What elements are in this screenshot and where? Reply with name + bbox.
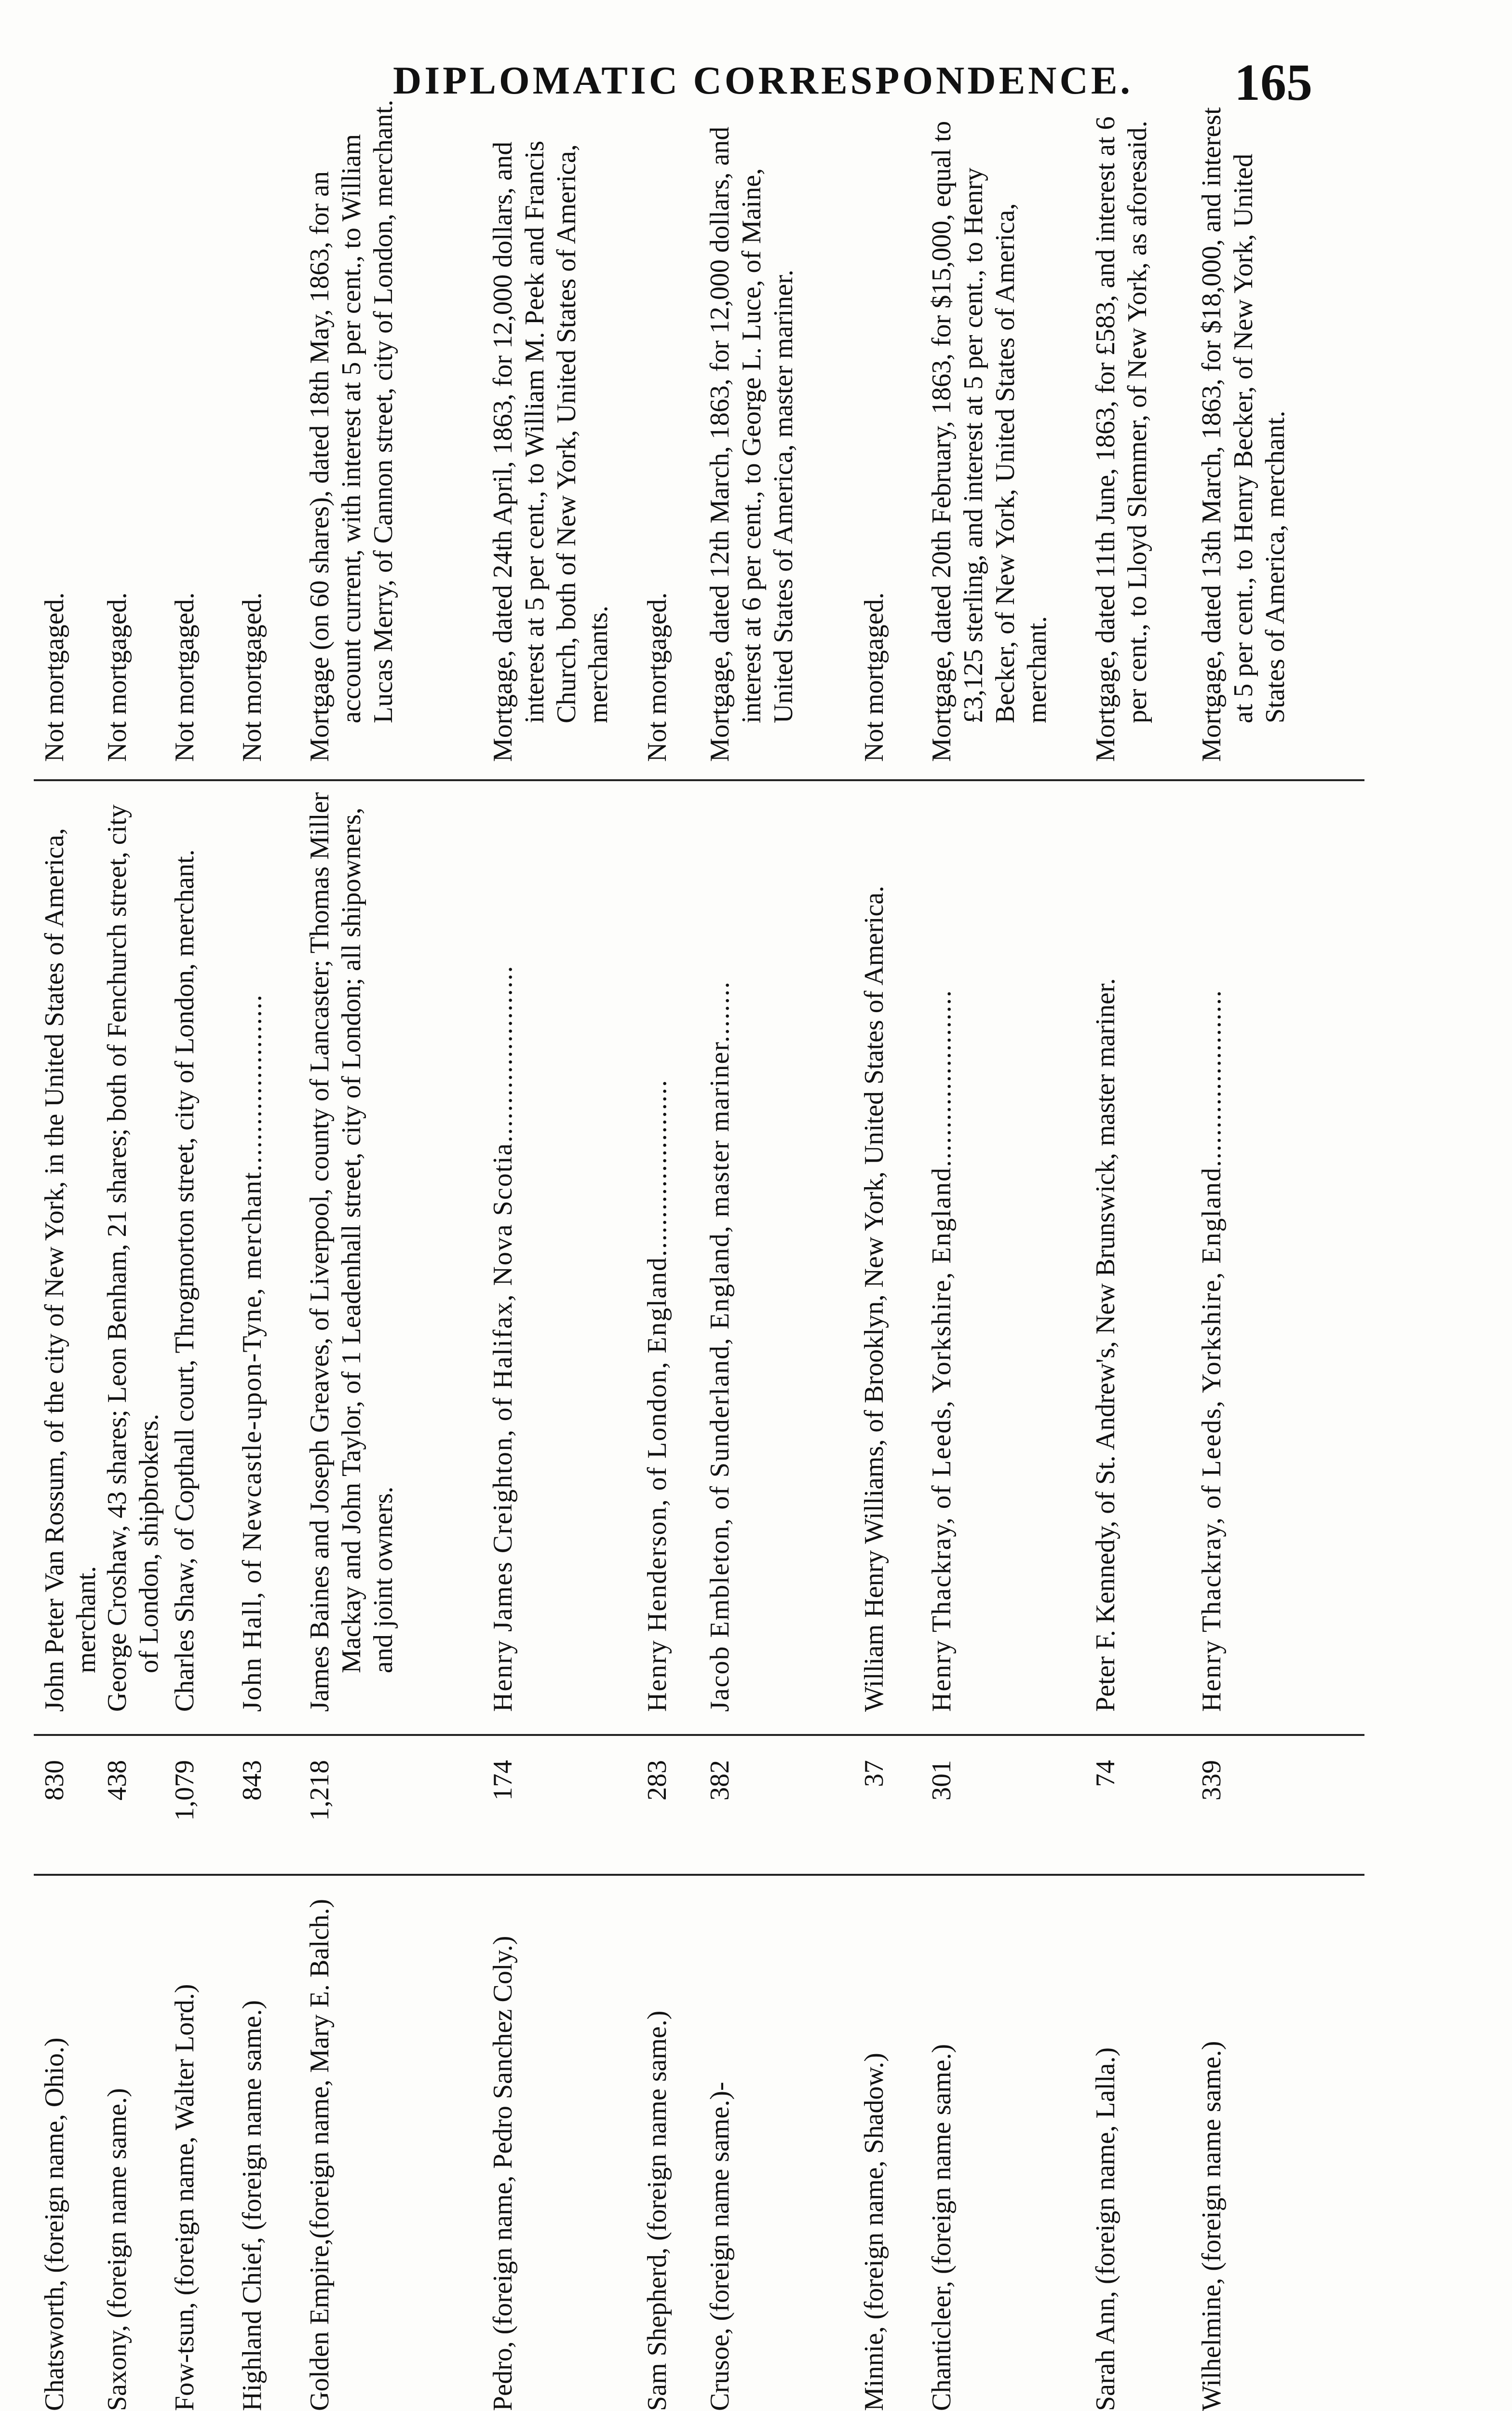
owners: William Henry Williams, of Brooklyn, New York, United States of America. <box>859 885 889 1712</box>
owners: Jacob Embleton, of Sunderland, England, master mariner........ <box>705 981 735 1712</box>
owners: Henry Thackray, of Leeds, Yorkshire, England....................... <box>1197 989 1227 1712</box>
ship-name: Saxony, (foreign name same.) <box>102 2088 132 2411</box>
ship-name: Minnie, (foreign name, Shadow.) <box>859 2053 889 2411</box>
mortgage: Mortgage, dated 24th April, 1863, for 12,000 dollars, and interest at 5 per cent., to William M. Peek and Francis Church, both of New York, United States of America, merchants. <box>488 140 613 762</box>
ship-name: Chanticleer, (foreign name same.) <box>927 2044 957 2411</box>
tonnage: 438 <box>102 1760 132 1801</box>
mortgage: Mortgage, dated 13th March, 1863, for $18,000, and interest at 5 per cent., to Henry Becker, of New York, United States of America, merchant. <box>1197 107 1290 762</box>
ship-name: Sam Shepherd, (foreign name same.) <box>642 2010 672 2411</box>
tonnage: 1,218 <box>305 1760 335 1821</box>
rule-left-of-tonnage <box>34 1874 1364 1876</box>
owners: James Baines and Joseph Greaves, of Liverpool, county of Lancaster; Thomas Miller Mackay and John Taylor, of 1 Leadenhall street, city of London; all shipowners, and joint owners. <box>305 792 398 1712</box>
page-number: 165 <box>1234 54 1312 111</box>
owners: Henry Henderson, of London, England....................... <box>642 1079 672 1712</box>
ship-name: Sarah Ann, (foreign name, Lalla.) <box>1091 2047 1120 2411</box>
mortgage: Not mortgaged. <box>102 592 132 762</box>
tonnage: 174 <box>488 1760 518 1801</box>
vessel-registry-table <box>29 99 1379 2411</box>
owners: Peter F. Kennedy, of St. Andrew's, New Brunswick, master mariner. <box>1091 978 1120 1712</box>
owners: John Peter Van Rossum, of the city of New York, in the United States of America, merchant. <box>40 828 101 1712</box>
owners: Henry James Creighton, of Halifax, Nova Scotia....................... <box>488 965 518 1712</box>
ship-name: Highland Chief, (foreign name same.) <box>237 2000 267 2411</box>
rule-left-of-mortgage <box>34 779 1364 781</box>
ship-name: Pedro, (foreign name, Pedro Sanchez Coly.) <box>488 1936 518 2411</box>
mortgage: Mortgage (on 60 shares), dated 18th May, 1863, for an account current, with interest at 5 per cent., to William Lucas Merry, of Cannon street, city of London, merchant. <box>305 99 398 762</box>
mortgage: Mortgage, dated 12th March, 1863, for 12,000 dollars, and interest at 6 per cent., to George L. Luce, of Maine, United States of America, master mariner. <box>705 126 798 762</box>
tonnage: 339 <box>1197 1760 1227 1801</box>
tonnage: 37 <box>859 1760 889 1787</box>
tonnage: 830 <box>40 1760 69 1801</box>
tonnage: 74 <box>1091 1760 1120 1787</box>
owners: John Hall, of Newcastle-upon-Tyne, merchant....................... <box>237 994 267 1712</box>
running-title: DIPLOMATIC CORRESPONDENCE. <box>393 58 1133 102</box>
mortgage: Not mortgaged. <box>859 592 889 762</box>
tonnage: 301 <box>927 1760 957 1801</box>
mortgage: Not mortgaged. <box>40 592 69 762</box>
mortgage: Not mortgaged. <box>642 592 672 762</box>
tonnage: 843 <box>237 1760 267 1801</box>
tonnage: 382 <box>705 1760 735 1801</box>
ship-name: Golden Empire,(foreign name, Mary E. Balch.) <box>305 1898 335 2411</box>
ship-name: Fow-tsun, (foreign name, Walter Lord.) <box>170 1984 200 2411</box>
ship-name: Crusoe, (foreign name same.)- <box>705 2082 735 2411</box>
rotated-table-frame <box>29 99 1379 2411</box>
owners: George Croshaw, 43 shares; Leon Benham, 21 shares; both of Fenchurch street, city of London, shipbrokers. <box>102 804 164 1712</box>
tonnage: 283 <box>642 1760 672 1801</box>
mortgage: Mortgage, dated 20th February, 1863, for $15,000, equal to £3,125 sterling, and interest at 5 per cent., to Henry Becker, of New York, United States of America, merchant. <box>927 121 1052 762</box>
mortgage: Not mortgaged. <box>170 592 200 762</box>
mortgage: Not mortgaged. <box>237 592 267 762</box>
tonnage: 1,079 <box>170 1760 200 1821</box>
ship-name: Wilhelmine, (foreign name same.) <box>1197 2041 1227 2411</box>
owners: Charles Shaw, of Copthall court, Throgmorton street, city of London, merchant. <box>170 849 200 1712</box>
ship-name: Chatsworth, (foreign name, Ohio.) <box>40 2037 69 2411</box>
mortgage: Mortgage, dated 11th June, 1863, for £583, and interest at 6 per cent., to Lloyd Slemmer, of New York, as aforesaid. <box>1091 116 1152 762</box>
rule-left-of-owners <box>34 1734 1364 1736</box>
owners: Henry Thackray, of Leeds, Yorkshire, England....................... <box>927 989 957 1712</box>
